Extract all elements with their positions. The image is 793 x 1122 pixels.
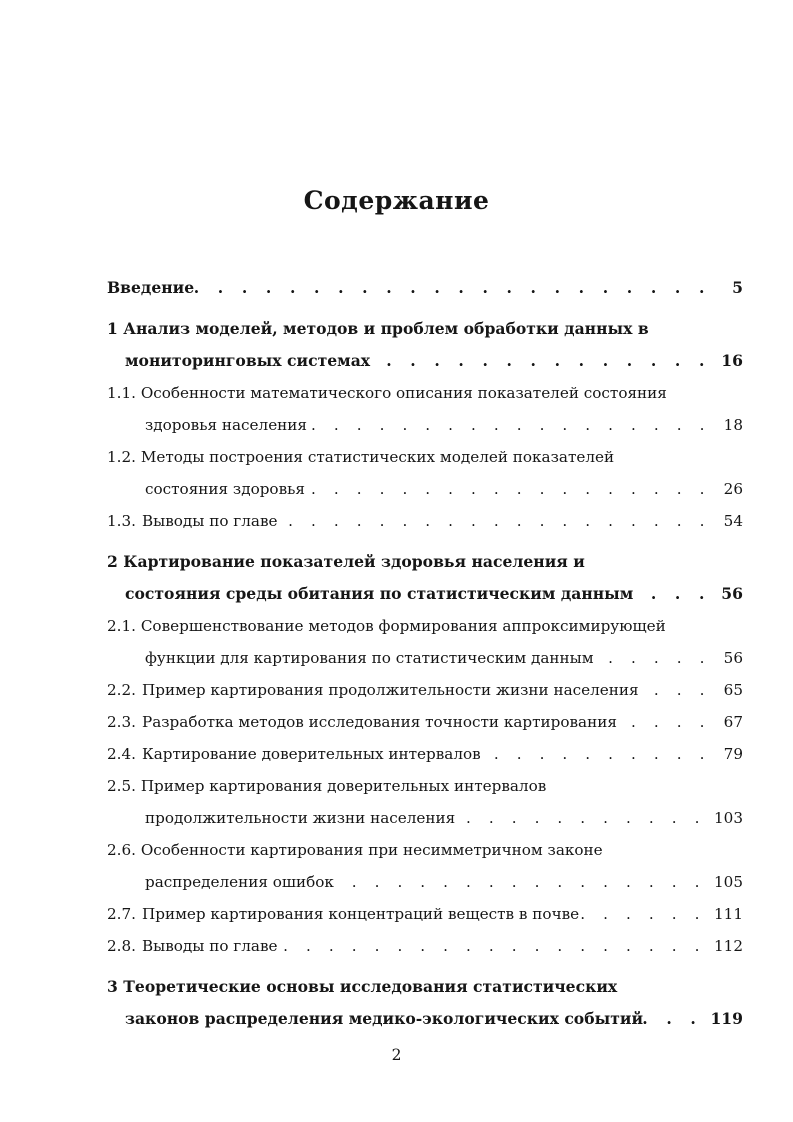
chapter-number: 1 — [107, 319, 118, 338]
toc-section-2-8[interactable] — [107, 934, 743, 958]
section-title-line1: Методы построения статистических моделей показателей — [140, 448, 615, 466]
leader-dots — [334, 870, 714, 894]
toc-chapter-2-cont[interactable] — [107, 582, 743, 606]
section-number: 1.2. — [107, 448, 136, 466]
section-title-line2: продолжительности жизни населения — [145, 809, 456, 827]
section-number: 2.4. — [107, 745, 136, 763]
toc-section-2-2[interactable] — [107, 678, 743, 702]
section-title-line2: состояния здоровья — [145, 480, 305, 498]
section-number: 1.1. — [107, 384, 136, 402]
toc-entry-page: 16 — [721, 351, 743, 370]
section-number: 2.7. — [107, 905, 136, 923]
toc-section-2-6[interactable] — [107, 838, 743, 862]
section-title: Пример картирования продолжительности жизни населения — [141, 681, 639, 699]
toc-entry-intro[interactable] — [107, 276, 743, 300]
toc-entry-page: 26 — [723, 480, 743, 498]
toc-section-1-2[interactable] — [107, 445, 743, 469]
toc-chapter-3-cont[interactable] — [107, 1007, 743, 1031]
toc-section-2-5-cont[interactable] — [107, 806, 743, 830]
page-number: 2 — [391, 1046, 402, 1064]
toc-entry-page: 112 — [714, 937, 743, 955]
section-title: Разработка методов исследования точности картирования — [141, 713, 617, 731]
page-title: Содержание — [303, 186, 490, 215]
toc-chapter-2[interactable] — [107, 550, 743, 574]
toc-chapter-3[interactable] — [107, 975, 743, 999]
toc-entry-page: 56 — [721, 584, 743, 603]
leader-dots — [617, 710, 719, 734]
leader-dots — [305, 477, 719, 501]
section-number: 2.3. — [107, 713, 136, 731]
toc-chapter-1[interactable] — [107, 317, 743, 341]
toc-section-1-1-cont[interactable] — [107, 413, 743, 437]
leader-dots — [455, 806, 714, 830]
leader-dots — [370, 349, 719, 373]
section-number: 2.5. — [107, 777, 136, 795]
toc-chapter-1-cont[interactable] — [107, 349, 743, 373]
toc-entry-page: 105 — [714, 873, 743, 891]
chapter-number: 3 — [107, 977, 118, 996]
leader-dots — [633, 582, 719, 606]
toc-section-1-3[interactable] — [107, 509, 743, 533]
leader-dots — [639, 678, 719, 702]
chapter-title-line1: Картирование показателей здоровья населения и — [123, 552, 585, 571]
chapter-title-line2: законов распределения медико-экологических событий — [125, 1009, 644, 1028]
toc-section-1-1[interactable] — [107, 381, 743, 405]
leader-dots — [278, 509, 720, 533]
section-number: 1.3. — [107, 512, 136, 530]
leader-dots — [594, 646, 719, 670]
chapter-number: 2 — [107, 552, 118, 571]
toc-entry-page: 5 — [732, 278, 743, 297]
chapter-title-line2: мониторинговых системах — [125, 351, 371, 370]
section-title: Картирование доверительных интервалов — [141, 745, 481, 763]
toc-section-2-1[interactable] — [107, 614, 743, 638]
section-number: 2.6. — [107, 841, 136, 859]
chapter-title-line1: Теоретические основы исследования статистических — [123, 977, 618, 996]
section-title-line1: Совершенствование методов формирования аппроксимирующей — [140, 617, 666, 635]
leader-dots — [481, 742, 719, 766]
section-title-line2: распределения ошибок — [145, 873, 334, 891]
toc-section-2-3[interactable] — [107, 710, 743, 734]
toc-entry-label: Введение — [107, 278, 195, 297]
toc-section-2-1-cont[interactable] — [107, 646, 743, 670]
leader-dots — [307, 413, 719, 437]
section-title-line2: функции для картирования по статистическим данным — [145, 649, 594, 667]
section-number: 2.1. — [107, 617, 136, 635]
toc-entry-page: 54 — [723, 512, 743, 530]
toc-entry-page: 18 — [723, 416, 743, 434]
toc-section-2-4[interactable] — [107, 742, 743, 766]
section-title-line1: Особенности картирования при несимметричном законе — [140, 841, 603, 859]
toc-entry-page: 67 — [723, 713, 743, 731]
toc-entry-page: 79 — [723, 745, 743, 763]
toc-entry-page: 111 — [714, 905, 743, 923]
chapter-title-line2: состояния среды обитания по статистическим данным — [125, 584, 634, 603]
section-title-line2: здоровья населения — [145, 416, 308, 434]
section-title: Пример картирования концентраций веществ в почве — [141, 905, 580, 923]
toc-entry-page: 119 — [710, 1009, 743, 1028]
leader-dots — [194, 276, 719, 300]
toc-section-2-6-cont[interactable] — [107, 870, 743, 894]
toc-entry-page: 56 — [723, 649, 743, 667]
section-title: Выводы по главе — [141, 937, 278, 955]
toc-entry-page: 65 — [723, 681, 743, 699]
section-title-line1: Пример картирования доверительных интервалов — [140, 777, 547, 795]
section-title: Выводы по главе — [141, 512, 278, 530]
leader-dots — [579, 902, 714, 926]
toc-section-2-5[interactable] — [107, 774, 743, 798]
leader-dots — [278, 934, 715, 958]
leader-dots — [643, 1007, 710, 1031]
chapter-title-line1: Анализ моделей, методов и проблем обработки данных в — [123, 319, 649, 338]
section-title-line1: Особенности математического описания показателей состояния — [140, 384, 667, 402]
section-number: 2.2. — [107, 681, 136, 699]
toc-section-1-2-cont[interactable] — [107, 477, 743, 501]
toc-entry-page: 103 — [714, 809, 743, 827]
toc-section-2-7[interactable] — [107, 902, 743, 926]
section-number: 2.8. — [107, 937, 136, 955]
